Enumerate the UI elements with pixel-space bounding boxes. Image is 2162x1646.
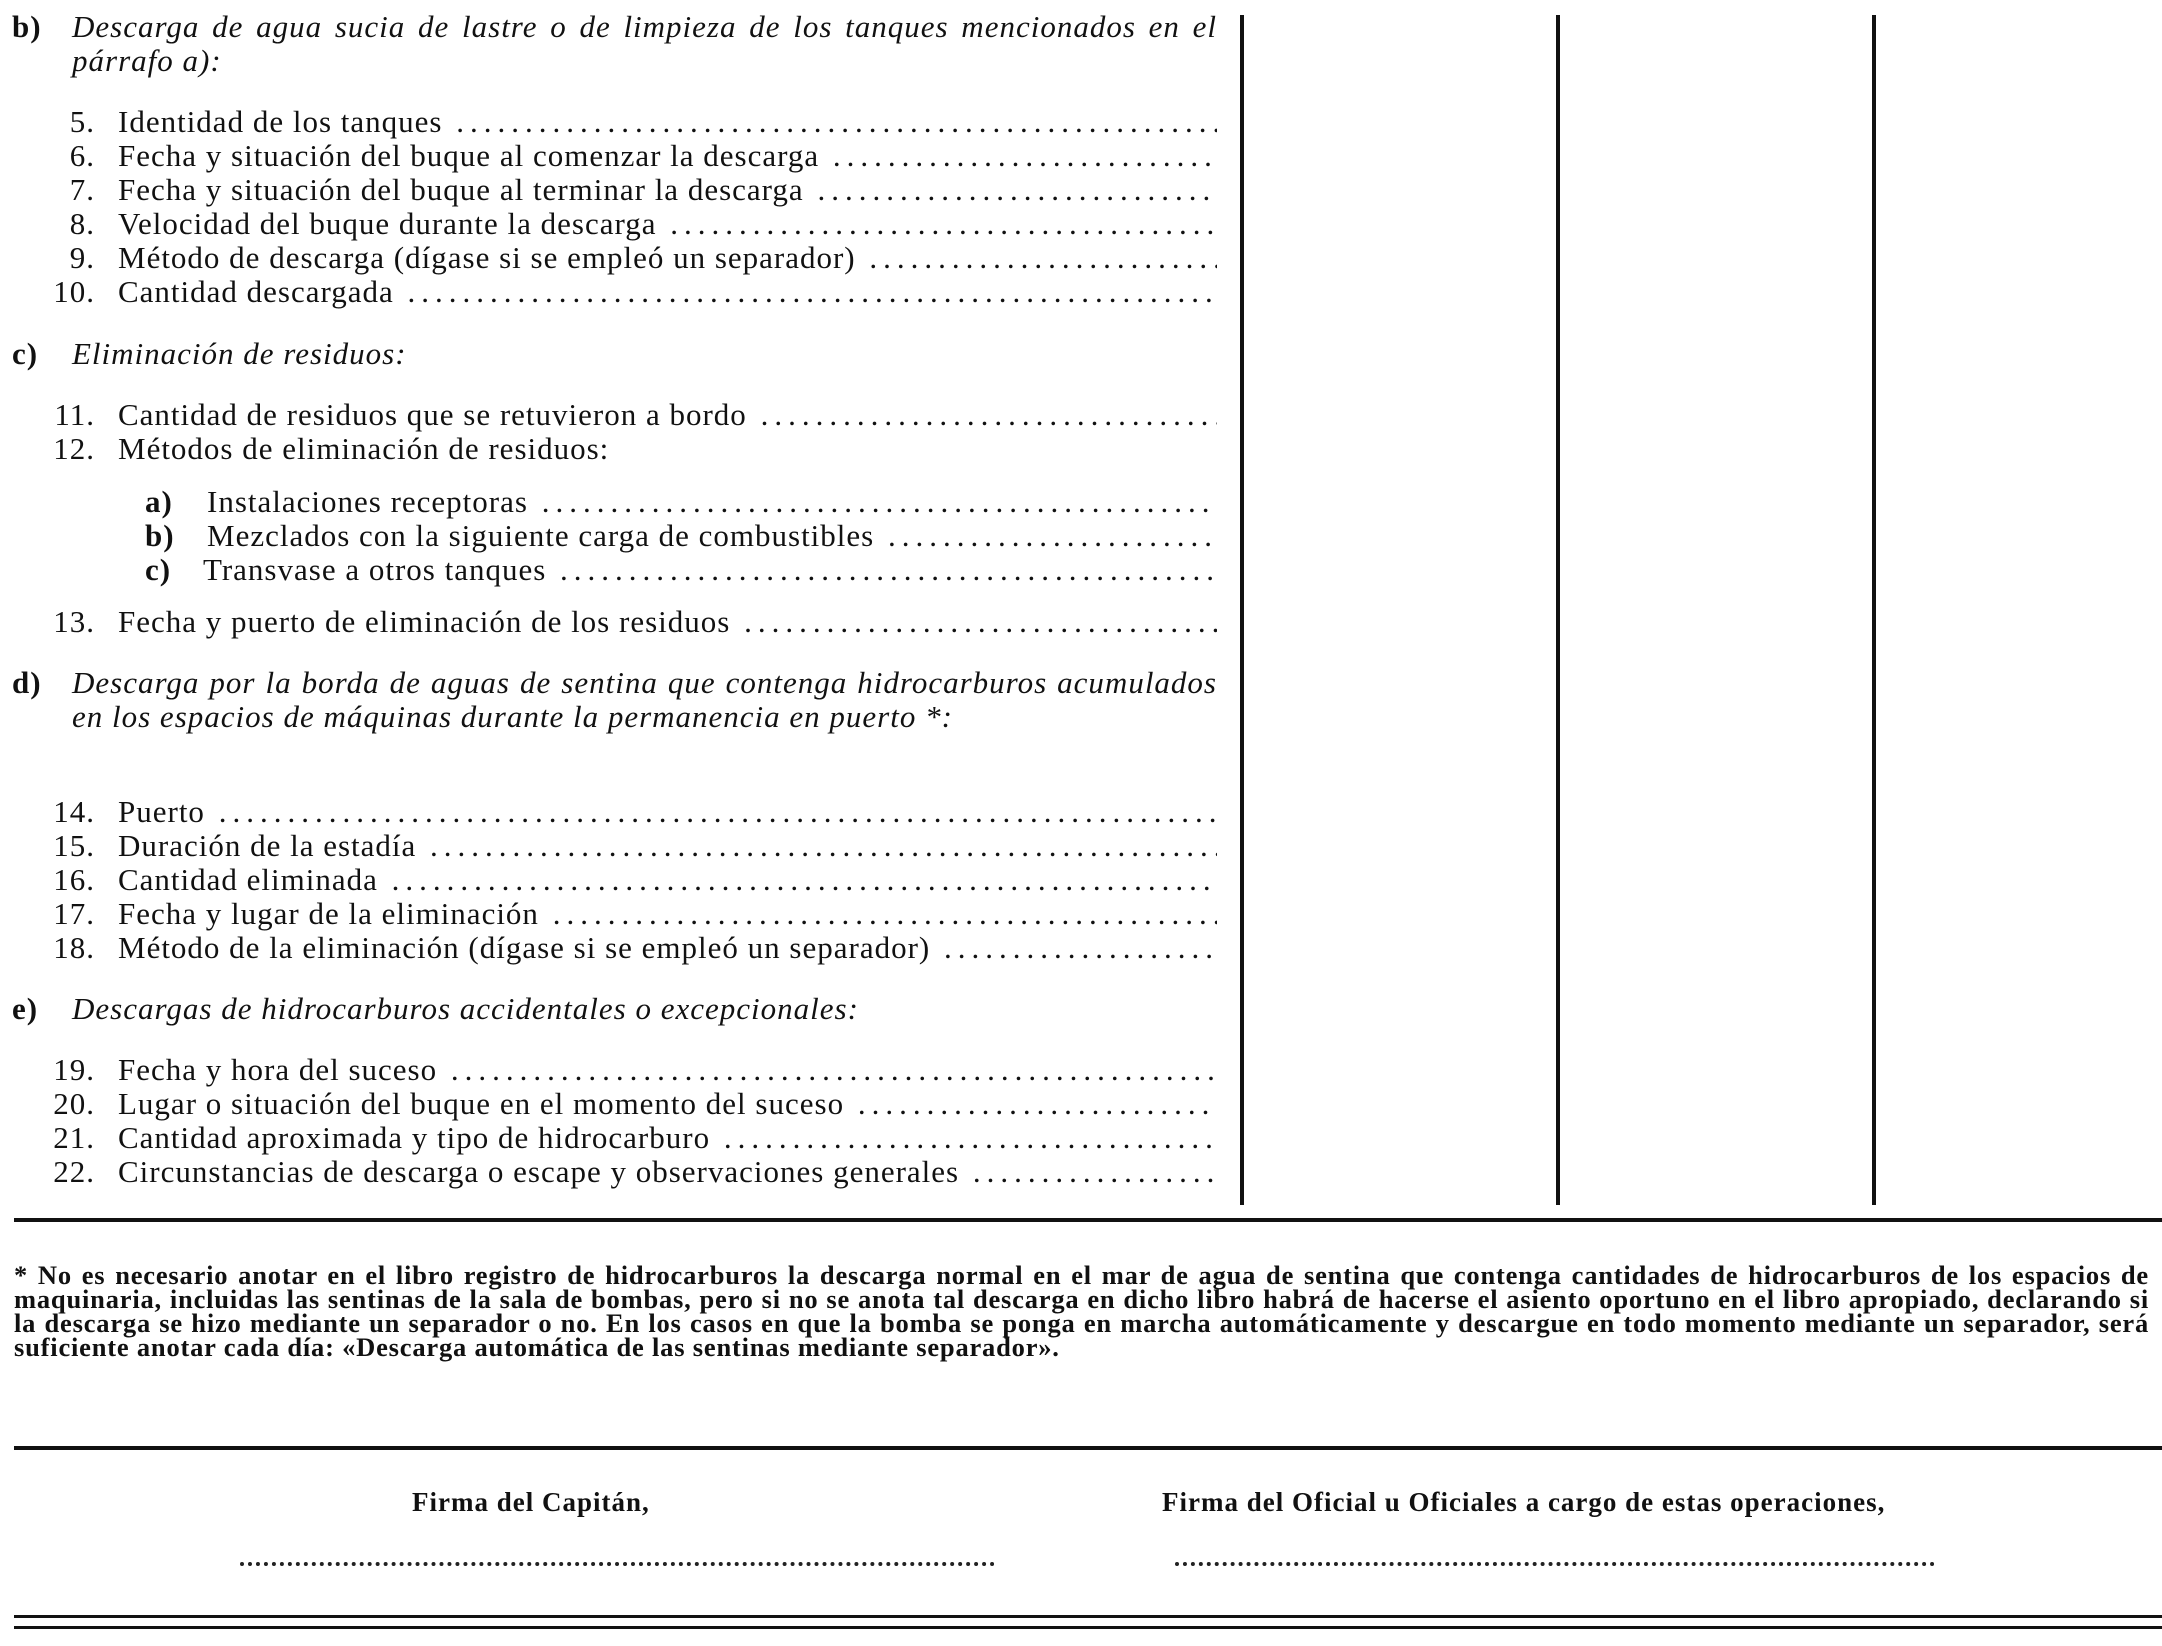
item-label: Fecha y situación del buque al comenzar la descarga ..... [118, 139, 1217, 173]
form-item [40, 1053, 1217, 1087]
subitem-letter: a) [145, 485, 173, 519]
captain-signature-label: Firma del Capitán, [412, 1487, 650, 1517]
item-label: Fecha y hora del suceso ..... [118, 1053, 1217, 1087]
form-item [40, 829, 1217, 863]
form-item [40, 1121, 1217, 1155]
item-number: 16. [53, 863, 95, 897]
item-label: Lugar o situación del buque en el momento del suceso ..... [118, 1087, 1217, 1121]
column-divider [1556, 15, 1560, 1205]
item-number: 22. [53, 1155, 95, 1189]
form-item [40, 398, 1217, 432]
item-label: Método de descarga (dígase si se empleó un separador) ..... [118, 241, 1217, 275]
subitem-label: Instalaciones receptoras ..... [207, 485, 1217, 519]
section-letter: d) [12, 665, 42, 700]
form-item [40, 432, 1217, 466]
captain-signature-line [240, 1562, 995, 1566]
officers-signature-label: Firma del Oficial u Oficiales a cargo de estas operaciones, [1162, 1487, 1886, 1517]
form-item [40, 207, 1217, 241]
form-item [40, 1087, 1217, 1121]
item-label: Método de la eliminación (dígase si se empleó un separador) ..... [118, 931, 1217, 965]
form-item [40, 139, 1217, 173]
item-label: Cantidad eliminada ..... [118, 863, 1217, 897]
item-number: 18. [53, 931, 95, 965]
item-label: Circunstancias de descarga o escape y observaciones generales ..... [118, 1155, 1217, 1189]
section-letter: b) [12, 9, 42, 44]
item-label: Puerto ..... [118, 795, 1217, 829]
item-number: 20. [53, 1087, 95, 1121]
item-label: Velocidad del buque durante la descarga ..... [118, 207, 1217, 241]
item-label: Duración de la estadía ..... [118, 829, 1217, 863]
item-label: Cantidad aproximada y tipo de hidrocarburo ..... [118, 1121, 1217, 1155]
item-number: 7. [69, 173, 95, 207]
column-divider [1240, 15, 1244, 1205]
form-item [40, 605, 1217, 639]
item-label: Métodos de eliminación de residuos: [118, 432, 610, 466]
section-heading-e [12, 992, 1217, 1026]
subitem-label: Mezclados con la siguiente carga de combustibles ..... [207, 519, 1217, 553]
item-number: 5. [69, 105, 95, 139]
item-number: 9. [69, 241, 95, 275]
double-rule-bottom [14, 1626, 2162, 1629]
item-label: Fecha y puerto de eliminación de los residuos ..... [118, 605, 1217, 639]
item-number: 21. [53, 1121, 95, 1155]
item-label: Identidad de los tanques ..... [118, 105, 1217, 139]
form-subitem [145, 519, 1217, 553]
officers-signature-line [1175, 1562, 1935, 1566]
section-heading-text: Eliminación de residuos: [72, 336, 407, 371]
form-subitem [145, 485, 1217, 519]
item-number: 14. [53, 795, 95, 829]
section-letter: e) [12, 991, 39, 1026]
horizontal-rule [14, 1218, 2162, 1222]
form-subitem [145, 553, 1217, 587]
form-item [40, 241, 1217, 275]
form-item [40, 173, 1217, 207]
item-number: 15. [53, 829, 95, 863]
form-item [40, 863, 1217, 897]
item-number: 17. [53, 897, 95, 931]
form-item [40, 275, 1217, 309]
section-heading-d [12, 666, 1217, 734]
form-item [40, 795, 1217, 829]
form-item [40, 897, 1217, 931]
item-number: 13. [53, 605, 95, 639]
item-number: 8. [69, 207, 95, 241]
item-number: 6. [69, 139, 95, 173]
item-number: 12. [53, 432, 95, 466]
footnote: * No es necesario anotar en el libro registro de hidrocarburos la descarga normal en el mar de agua de sentina que contenga cantidades de hidrocarburos de los espacios de maquinaria, incluidas las sentinas de la sala de bombas, pero si no se anota tal descarga en dicho libro habrá de hacerse el asiento oportuno en el libro apropiado, declarando si la descarga se hizo mediante un separador o no. En los casos en que la bomba se ponga en marcha automáticamente y descargue en todo momento mediante un separador, será suficiente anotar cada día: «Descarga automática de las sentinas mediante separador». [14, 1260, 2149, 1362]
section-heading-c [12, 337, 1217, 371]
double-rule-top [14, 1615, 2162, 1618]
item-label: Fecha y lugar de la eliminación ..... [118, 897, 1217, 931]
subitem-letter: c) [145, 553, 172, 587]
section-heading-b [12, 10, 1217, 78]
item-number: 10. [53, 275, 95, 309]
column-divider [1872, 15, 1876, 1205]
item-label: Fecha y situación del buque al terminar la descarga ..... [118, 173, 1217, 207]
item-number: 19. [53, 1053, 95, 1087]
item-label: Cantidad descargada ..... [118, 275, 1217, 309]
form-item [40, 931, 1217, 965]
subitem-letter: b) [145, 519, 175, 553]
item-label: Cantidad de residuos que se retuvieron a bordo ..... [118, 398, 1217, 432]
item-number: 11. [54, 398, 95, 432]
subitem-label: Transvase a otros tanques ..... [203, 553, 1217, 587]
section-heading-text: Descarga de agua sucia de lastre o de limpieza de los tanques mencionados en el párrafo a): [72, 9, 1217, 78]
section-heading-text: Descargas de hidrocarburos accidentales o excepcionales: [72, 991, 859, 1026]
section-heading-text: Descarga por la borda de aguas de sentina que contenga hidrocarburos acumulados en los espacios de máquinas durante la permanencia en puerto *: [72, 665, 1217, 734]
section-letter: c) [12, 336, 39, 371]
horizontal-rule [14, 1446, 2162, 1450]
form-item [40, 1155, 1217, 1189]
form-item [40, 105, 1217, 139]
